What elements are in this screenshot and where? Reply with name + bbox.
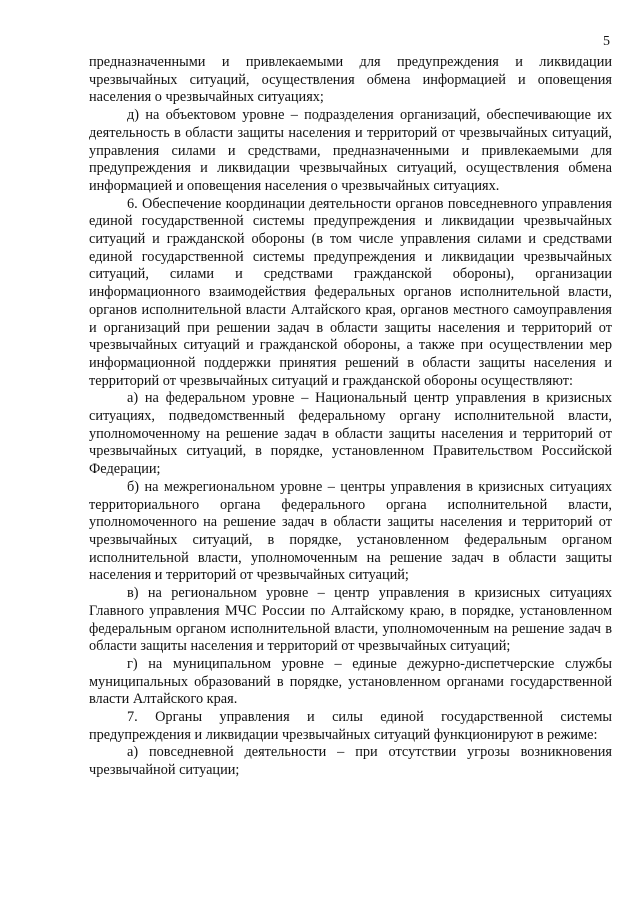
paragraph-point-6: 6. Обеспечение координации деятельности органов повседневного управления единой государственной системы предупреждения и ликвидации чрезвычайных ситуаций и гражданской обороны (в том числе управления силами и средствами единой государственной системы предупреждения и ликвидации чрезвычайных ситуаций, силами и средствами гражданской обороны), организации информационного взаимодействия федеральных органов исполнительной власти, органов исполнительной власти Алтайского края, органов местного самоуправления и организаций при решении задач в области защиты населения и территорий от чрезвычайных ситуаций и гражданской обороны, а также при осуществлении мер информационной поддержки принятия решений в области защиты населения и территорий от чрезвычайных ситуаций и гражданской обороны осуществляют: — [89, 195, 612, 389]
page-number: 5 — [603, 34, 610, 49]
paragraph-point-7: 7. Органы управления и силы единой государственной системы предупреждения и ликвидации чрезвычайных ситуаций функционируют в режиме: — [89, 709, 612, 743]
document-body — [89, 54, 612, 780]
paragraph-continuation: предназначенными и привлекаемыми для предупреждения и ликвидации чрезвычайных ситуаций, осуществления обмена информацией и оповещения населения о чрезвычайных ситуациях; — [89, 54, 612, 106]
paragraph-item-v: в) на региональном уровне – центр управления в кризисных ситуациях Главного управления МЧС России по Алтайскому краю, в порядке, установленном федеральным органом исполнительной власти, уполномоченным на решение задач в области защиты населения и территорий от чрезвычайных ситуаций; — [89, 585, 612, 655]
paragraph-item-d: д) на объектовом уровне – подразделения организаций, обеспечивающие их деятельность в области защиты населения и территорий от чрезвычайных ситуаций, управления силами и средствами, предназначенными и привлекаемыми для предупреждения и ликвидации чрезвычайных ситуаций, осуществления обмена информацией и оповещения населения о чрезвычайных ситуациях. — [89, 107, 612, 194]
paragraph-item-b: б) на межрегиональном уровне – центры управления в кризисных ситуациях территориального органа федерального органа исполнительной власти, уполномоченного на решение задач в области защиты населения и территорий от чрезвычайных ситуаций, в порядке, установленном федеральным органом исполнительной власти, уполномоченным на решение задач в области защиты населения и территорий от чрезвычайных ситуаций; — [89, 478, 612, 584]
paragraph-item-a: а) на федеральном уровне – Национальный центр управления в кризисных ситуациях, подведомственный федеральному органу исполнительной власти, уполномоченному на решение задач в области защиты населения и территорий от чрезвычайных ситуаций, в порядке, установленном Правительством Российской Федерации; — [89, 390, 612, 478]
paragraph-item-g: г) на муниципальном уровне – единые дежурно-диспетчерские службы муниципальных образований в порядке, установленном органами государственной власти Алтайского края. — [89, 655, 612, 708]
paragraph-item-a2: а) повседневной деятельности – при отсутствии угрозы возникновения чрезвычайной ситуации; — [89, 744, 612, 779]
